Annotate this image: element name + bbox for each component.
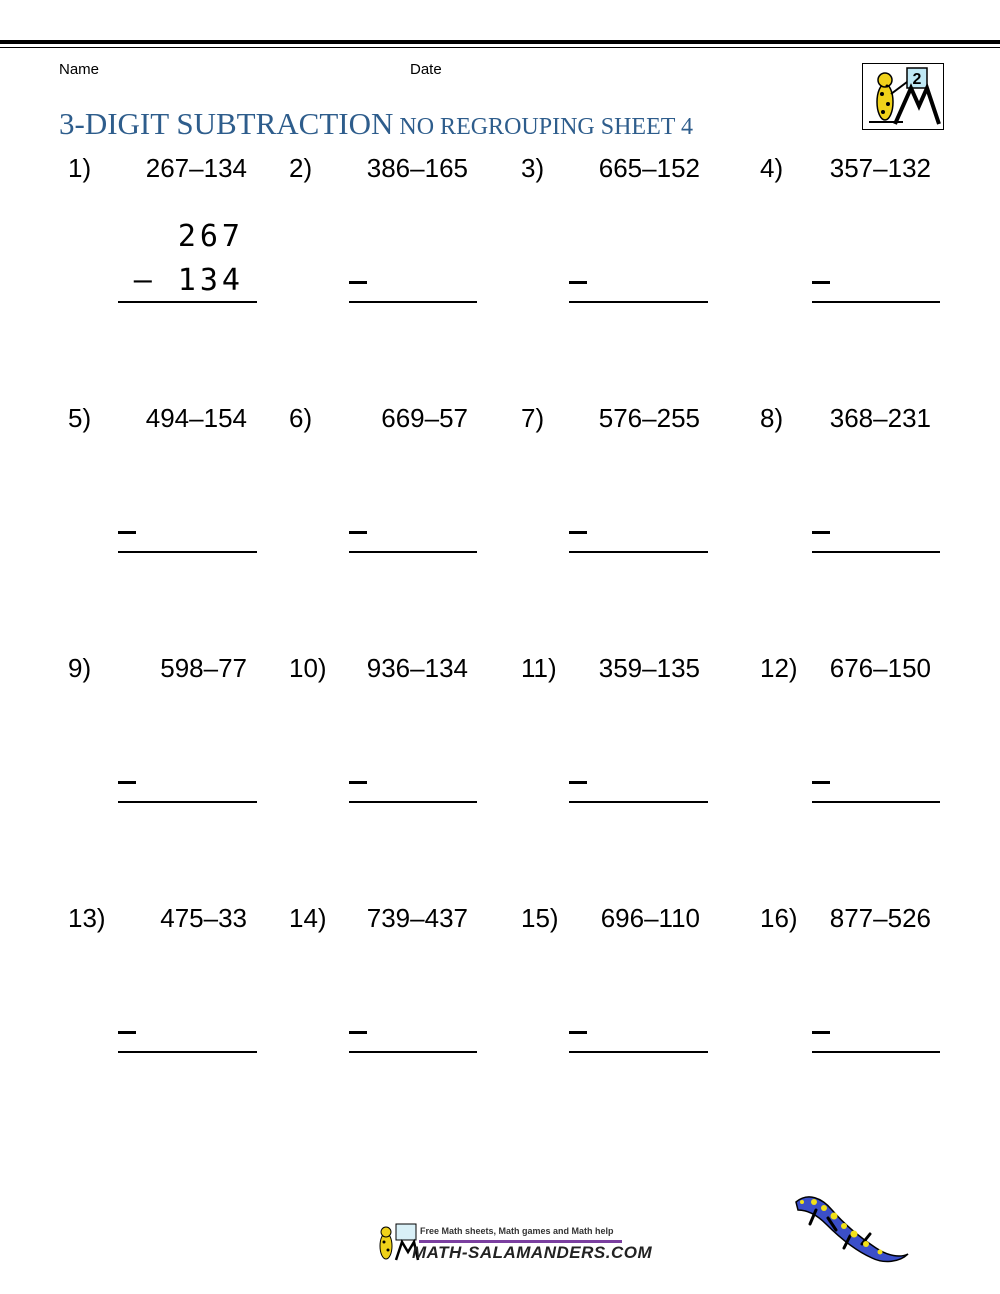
problem-expression: 936–134 <box>366 653 468 683</box>
problem-expression: 368–231 <box>829 403 931 433</box>
footer-tagline: Free Math sheets, Math games and Math help <box>420 1226 614 1236</box>
problem-number: 6) <box>289 403 313 433</box>
top-rule-thin <box>0 47 1000 48</box>
salamander-icon <box>788 1188 912 1268</box>
title-sub: NO REGROUPING SHEET 4 <box>399 114 693 140</box>
top-rule-thick <box>0 40 1000 44</box>
answer-line[interactable] <box>812 301 940 303</box>
minus-sign <box>812 1031 830 1034</box>
answer-line[interactable] <box>812 1051 940 1053</box>
worked-example-bottom: – 134 <box>133 263 244 298</box>
answer-line[interactable] <box>349 1051 477 1053</box>
answer-line[interactable] <box>349 301 477 303</box>
footer-site-name: MATH-SALAMANDERS.COM <box>412 1243 653 1262</box>
minus-sign <box>812 281 830 284</box>
problem-number: 7) <box>521 403 545 433</box>
problem-number: 1) <box>68 153 92 183</box>
minus-sign <box>118 531 136 534</box>
problem-expression: 739–437 <box>366 903 468 933</box>
minus-sign <box>349 531 367 534</box>
minus-sign <box>118 1031 136 1034</box>
answer-line[interactable] <box>569 801 708 803</box>
problem-expression: 357–132 <box>829 153 931 183</box>
problem-expression: 494–154 <box>145 403 247 433</box>
answer-line[interactable] <box>569 301 708 303</box>
minus-sign <box>569 281 587 284</box>
answer-line[interactable] <box>812 801 940 803</box>
problem-number: 2) <box>289 153 313 183</box>
answer-line[interactable] <box>812 551 940 553</box>
worksheet-title <box>59 106 693 142</box>
problem-expression: 669–57 <box>381 403 468 433</box>
problem-number: 4) <box>760 153 784 183</box>
date-label: Date <box>410 61 442 78</box>
minus-sign <box>349 781 367 784</box>
answer-line[interactable] <box>349 551 477 553</box>
problem-number: 5) <box>68 403 92 433</box>
name-label: Name <box>59 61 100 78</box>
problem-expression: 359–135 <box>598 653 700 683</box>
answer-line[interactable] <box>118 1051 257 1053</box>
minus-sign <box>569 531 587 534</box>
answer-line[interactable] <box>569 551 708 553</box>
problem-expression: 598–77 <box>160 653 247 683</box>
salamander-teacher-icon <box>863 64 943 129</box>
minus-sign <box>569 1031 587 1034</box>
answer-line[interactable] <box>118 801 257 803</box>
grade-badge-text: 2 <box>912 71 922 88</box>
answer-line[interactable] <box>118 551 257 553</box>
title-main: 3-DIGIT SUBTRACTION <box>59 106 394 141</box>
problem-number: 15) <box>521 903 559 933</box>
problem-number: 11) <box>521 653 557 683</box>
minus-sign <box>569 781 587 784</box>
problem-number: 13) <box>68 903 106 933</box>
problem-number: 10) <box>289 653 327 683</box>
problem-expression: 665–152 <box>598 153 700 183</box>
problem-expression: 877–526 <box>829 903 931 933</box>
problem-expression: 676–150 <box>829 653 931 683</box>
problem-number: 8) <box>760 403 784 433</box>
answer-line[interactable] <box>118 301 257 303</box>
answer-line[interactable] <box>349 801 477 803</box>
minus-sign <box>349 281 367 284</box>
problem-number: 9) <box>68 653 92 683</box>
problem-number: 14) <box>289 903 327 933</box>
problem-expression: 267–134 <box>145 153 247 183</box>
minus-sign <box>812 781 830 784</box>
answer-line[interactable] <box>569 1051 708 1053</box>
minus-sign <box>118 781 136 784</box>
problem-expression: 386–165 <box>366 153 468 183</box>
minus-sign <box>349 1031 367 1034</box>
problem-number: 3) <box>521 153 545 183</box>
problem-expression: 576–255 <box>598 403 700 433</box>
problem-number: 12) <box>760 653 798 683</box>
minus-sign <box>812 531 830 534</box>
problem-expression: 696–110 <box>600 903 700 933</box>
problem-expression: 475–33 <box>160 903 247 933</box>
worked-example-top: 267 <box>177 219 244 254</box>
grade-logo <box>862 63 944 130</box>
problem-number: 16) <box>760 903 798 933</box>
